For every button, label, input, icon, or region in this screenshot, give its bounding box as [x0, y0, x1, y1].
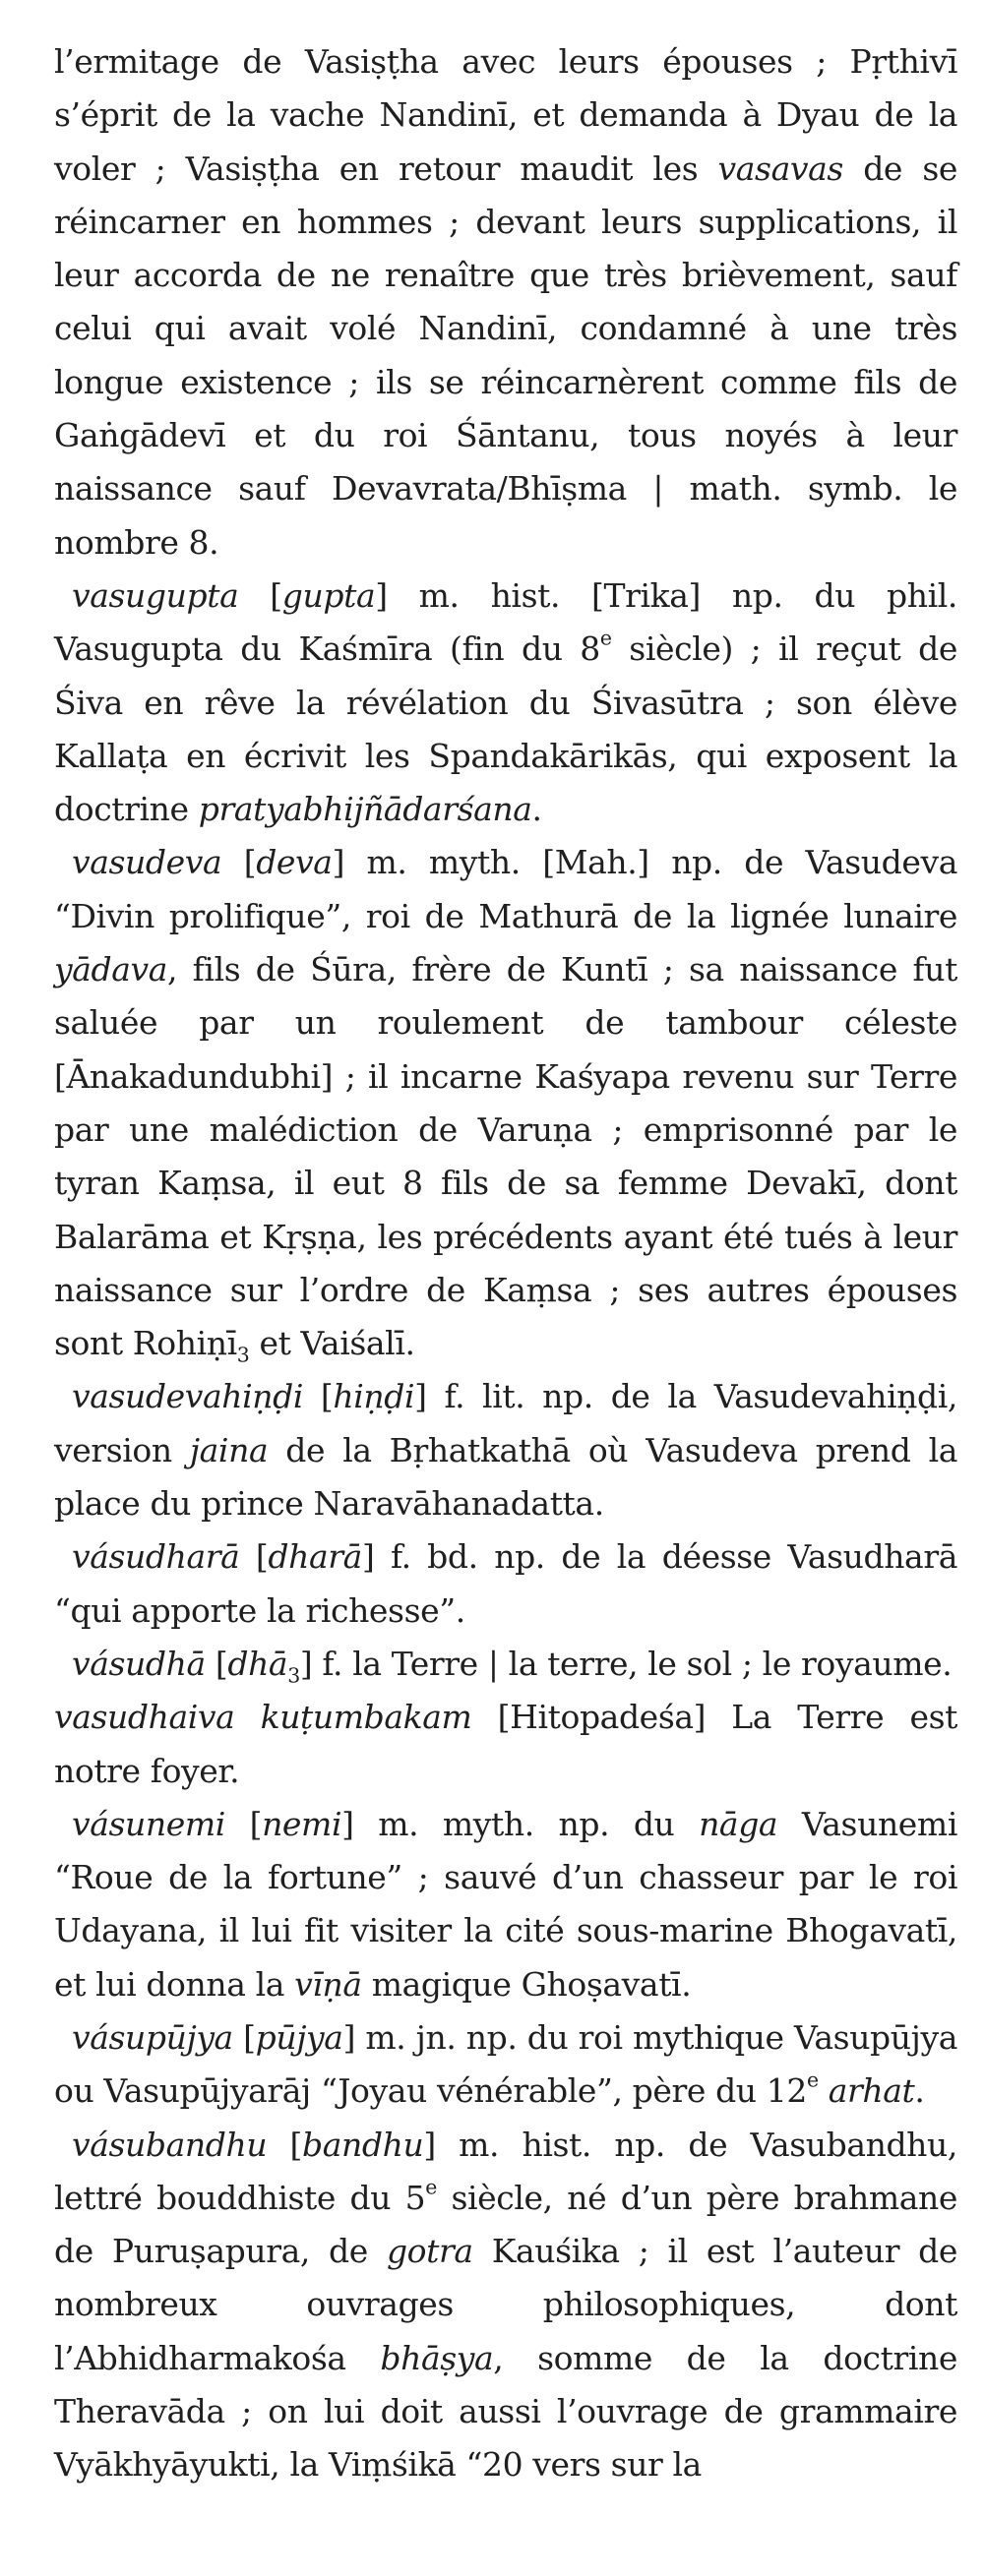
- definition-text: .: [914, 2071, 925, 2111]
- headword: vásupūjya: [72, 2017, 233, 2057]
- root-ref: gupta: [281, 575, 376, 615]
- definition-text: f. lit. np. de la Vasudevahiṇḍi, version: [54, 1377, 957, 1469]
- continued-entry-text: [54, 35, 957, 569]
- italic-term: nāga: [699, 1804, 778, 1843]
- italic-term: gotra: [386, 2232, 473, 2271]
- italic-term: jaina: [189, 1430, 269, 1469]
- entry-vasudhaiva-kutumbakam: [54, 1691, 957, 1798]
- root-ref: dharā: [268, 1537, 362, 1577]
- entry-vasugupta: vasugupta [gupta] m. hist. [Trika] np. du phil. Vasugupta du Kaśmīra (fin du 8e siècle) ; il reçut de Śiva en rêve la révélation du Śivasūtra ; son élève Kallaṭa en écrivit les Spandakārikās, qui exposent la doctrine pratyabhijñādarśana.: [54, 575, 957, 829]
- definition-text: , fils de Śūra, frère de Kuntī ; sa naissance fut saluée par un roulement de tambour céleste [Ānakadundubhi] ; il incarne Kaśyapa revenu sur Terre par une malédiction de Varuṇa ; emprisonné par le tyran Kaṃsa, il eut 8 fils de sa femme Devakī, dont Balarāma et Kṛṣṇa, les précédents ayant été tués à leur naissance sur l’ordre de Kaṃsa ; ses autres épouses sont Rohiṇī: [54, 950, 957, 1363]
- entry-vasudhara: vásudharā [dharā] f. bd. np. de la déesse Vasudharā “qui apporte la richesse”.: [54, 1537, 957, 1630]
- italic-term: pratyabhijñādarśana: [198, 790, 532, 829]
- definition-text: m. hist. np. de Vasubandhu, lettré bouddhiste du 5: [54, 2125, 957, 2217]
- definition-text: Kauśika ; il est l’auteur de nombreux ouvrages philosophiques, dont l’Abhidharmakośa: [54, 2232, 957, 2377]
- entry-vasupujya: vásupūjya [pūjya] m. jn. np. du roi mythique Vasupūjya ou Vasupūjyarāj “Joyau vénérable”, père du 12e arhat.: [54, 2017, 957, 2111]
- definition-text: siècle) ; il reçut de Śiva en rêve la révélation du Śivasūtra ; son élève Kallaṭa en écrivit les Spandakārikās, qui exposent la doctrine: [54, 629, 957, 829]
- headword: vasudeva: [72, 843, 222, 882]
- headword: vásunemi: [72, 1804, 225, 1843]
- definition-text: , somme de la doctrine Theravāda ; on lui doit aussi l’ouvrage de grammaire Vyākhyāyukti, la Viṃśikā “20 vers sur la: [54, 2338, 958, 2485]
- italic-term: arhat: [828, 2071, 915, 2111]
- root-ref: pūjya: [255, 2017, 343, 2057]
- homonym-subscript: 3: [287, 1663, 300, 1688]
- root-ref: dhā: [227, 1644, 288, 1683]
- italic-term: vīṇā: [294, 1964, 362, 2004]
- entry-vasunemi: vásunemi [nemi] m. myth. np. du nāga Vasunemi “Roue de la fortune” ; sauvé d’un chasseur par le roi Udayana, il lui fit visiter la cité sous-marine Bhogavatī, et lui donna la vīṇā magique Ghoṣavatī.: [54, 1804, 957, 2004]
- headword: vásudhā: [72, 1644, 206, 1683]
- definition-text: m. hist. [Trika] np. du phil. Vasugupta du Kaśmīra (fin du 8: [54, 575, 957, 669]
- intro-text-2: de se réincarner en hommes ; devant leurs supplications, il leur accorda de ne renaître que très brièvement, sauf celui qui avait volé Nandinī, condamné à une très longue existence ; ils se réincarnèrent comme fils de Gaṅgādevī et du roi Śāntanu, tous noyés à leur naissance sauf Devavrata/Bhīṣma | math. symb. le nombre 8.: [54, 149, 957, 562]
- definition-text: [Hitopadeśa] La Terre est notre foyer.: [54, 1698, 958, 1790]
- definition-text: siècle, né d’un père brahmane de Puruṣapura, de: [54, 2178, 958, 2271]
- root-ref: bandhu: [302, 2125, 424, 2164]
- entry-vasubandhu: vásubandhu [bandhu] m. hist. np. de Vasubandhu, lettré bouddhiste du 5e siècle, né d’un père brahmane de Puruṣapura, de gotra Kauśika ; il est l’auteur de nombreux ouvrages philosophiques, dont l’Abhidharmakośa bhāṣya, somme de la doctrine Theravāda ; on lui doit aussi l’ouvrage de grammaire Vyākhyāyukti, la Viṃśikā “20 vers sur la: [54, 2125, 958, 2485]
- dictionary-page: [54, 35, 957, 2492]
- definition-text: m. jn. np. du roi mythique Vasupūjya ou Vasupūjyarāj “Joyau vénérable”, père du 12: [54, 2017, 957, 2111]
- root-ref: deva: [256, 843, 333, 882]
- entry-vasudha: vásudhā [dhā$_3$] f. la Terre | la terre, le sol ; le royaume.: [72, 1644, 953, 1688]
- headword: vasudhaiva kuṭumbakam: [54, 1698, 472, 1737]
- headword: vasudevahiṇḍi: [72, 1377, 304, 1416]
- definition-text: et Vaiśalī.: [249, 1324, 415, 1363]
- definition-text: m. myth. [Mah.] np. de Vasudeva “Divin prolifique”, roi de Mathurā de la lignée lunaire: [54, 843, 957, 935]
- definition-text: f. la Terre | la terre, le sol ; le royaume.: [322, 1644, 953, 1683]
- intro-text: l’ermitage de Vasiṣṭha avec leurs épouses ; Pṛthivī s’éprit de la vache Nandinī, et demanda à Dyau de la voler ; Vasiṣṭha en retour maudit les: [54, 42, 957, 188]
- definition-text: .: [531, 790, 542, 829]
- intro-term: vasavas: [717, 149, 843, 188]
- definition-text: Vasunemi “Roue de la fortune” ; sauvé d’un chasseur par le roi Udayana, il lui fit visiter la cité sous-marine Bhogavatī, et lui donna la: [54, 1804, 957, 2004]
- definition-text: f. bd. np. de la déesse Vasudharā “qui apporte la richesse”.: [54, 1537, 957, 1630]
- headword: vásudharā: [72, 1537, 240, 1577]
- entry-vasudeva: vasudeva [deva] m. myth. [Mah.] np. de Vasudeva “Divin prolifique”, roi de Mathurā de la lignée lunaire yādava, fils de Śūra, frère de Kuntī ; sa naissance fut saluée par un roulement de tambour céleste [Ānakadundubhi] ; il incarne Kaśyapa revenu sur Terre par une malédiction de Varuṇa ; emprisonné par le tyran Kaṃsa, il eut 8 fils de sa femme Devakī, dont Balarāma et Kṛṣṇa, les précédents ayant été tués à leur naissance sur l’ordre de Kaṃsa ; ses autres épouses sont Rohiṇī$_3$ et Vaiśalī.: [54, 843, 957, 1367]
- entry-vasudevahindi: vasudevahiṇḍi [hiṇḍi] f. lit. np. de la Vasudevahiṇḍi, version jaina de la Bṛhatkathā où Vasudeva prend la place du prince Naravāhanadatta.: [54, 1377, 957, 1524]
- italic-term: yādava: [54, 950, 168, 989]
- headword: vasugupta: [72, 575, 239, 615]
- ordinal-superscript: e: [599, 626, 612, 650]
- root-ref: nemi: [262, 1804, 342, 1843]
- definition-text: magique Ghoṣavatī.: [361, 1964, 692, 2004]
- ordinal-superscript: e: [425, 2175, 437, 2199]
- headword: vásubandhu: [72, 2125, 268, 2164]
- italic-term: bhāṣya: [380, 2338, 494, 2377]
- definition-text: de la Bṛhatkathā où Vasudeva prend la place du prince Naravāhanadatta.: [54, 1430, 957, 1524]
- definition-text: m. myth. np. du: [378, 1804, 700, 1843]
- root-ref: hiṇḍi: [333, 1377, 415, 1416]
- definition-text: [819, 2071, 829, 2110]
- homonym-subscript: 3: [236, 1343, 250, 1367]
- ordinal-superscript: e: [806, 2067, 819, 2092]
